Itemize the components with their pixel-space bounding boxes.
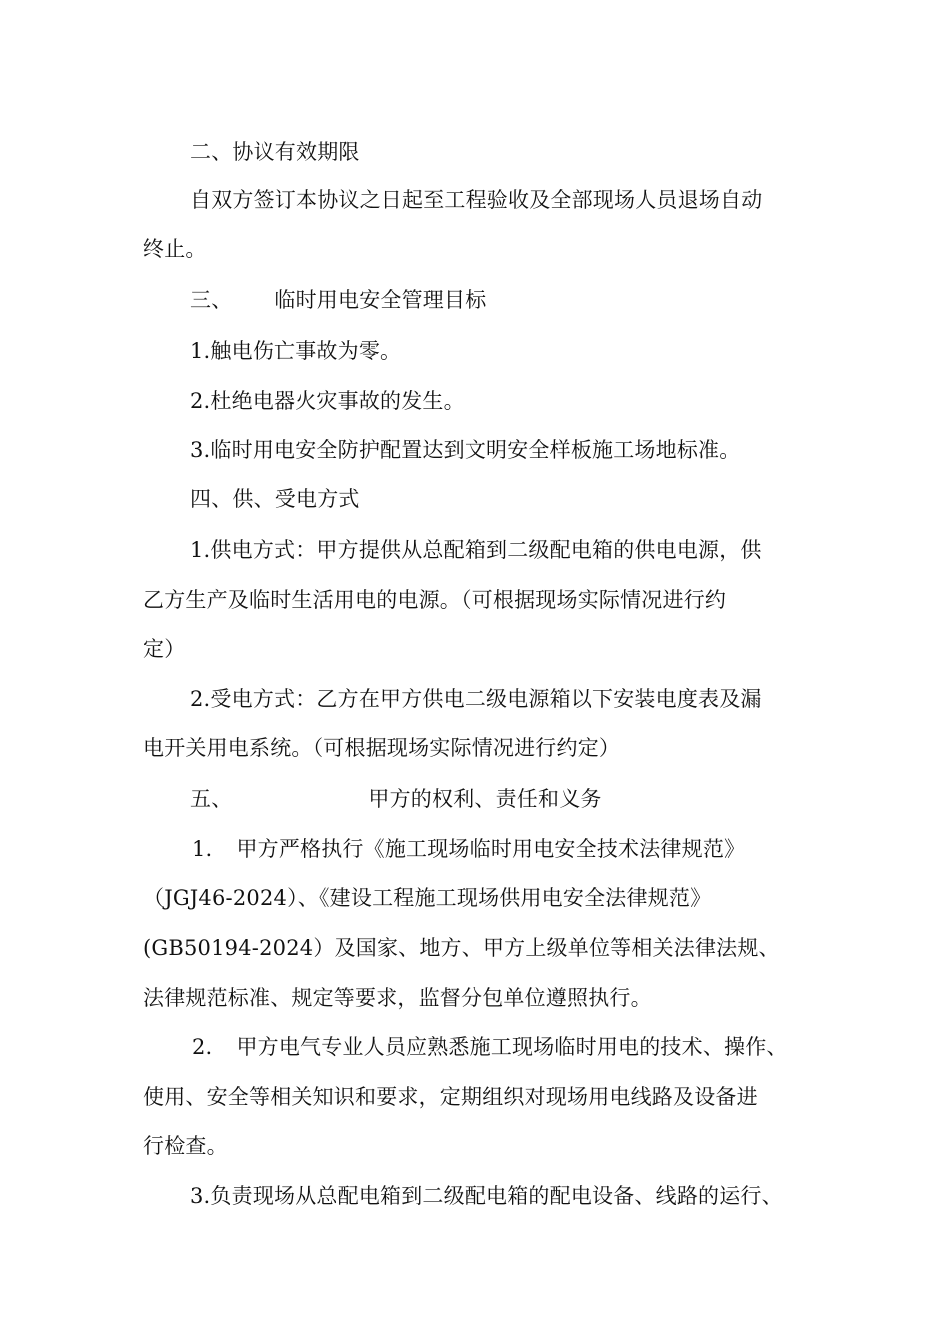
section-5-item-1-line-4: 法律规范标准、规定等要求，监督分包单位遵照执行。 bbox=[143, 986, 652, 1010]
section-4-item-1-line-1: 1.供电方式：甲方提供从总配箱到二级配电箱的供电电源，供 bbox=[190, 538, 762, 562]
section-4-heading: 四、供、受电方式 bbox=[190, 487, 360, 511]
section-5-item-3-line-1: 3.负责现场从总配电箱到二级配电箱的配电设备、线路的运行、 bbox=[190, 1184, 783, 1208]
section-5-heading bbox=[190, 784, 602, 814]
section-3-heading-number: 三、 bbox=[190, 288, 233, 312]
section-2-paragraph-line-2: 终止。 bbox=[143, 237, 207, 261]
section-5-item-1-text: 甲方严格执行《施工现场临时用电安全技术法律规范》 bbox=[236, 837, 746, 861]
section-5-item-2-line-3: 行检查。 bbox=[143, 1134, 228, 1158]
section-4-item-2-line-2: 电开关用电系统。（可根据现场实际情况进行约定） bbox=[143, 736, 621, 760]
section-3-item-2: 2.杜绝电器火灾事故的发生。 bbox=[190, 389, 465, 413]
section-5-item-2-text: 甲方电气专业人员应熟悉施工现场临时用电的技术、操作、 bbox=[236, 1035, 788, 1059]
section-5-item-1-line-1 bbox=[192, 834, 745, 864]
section-3-item-3: 3.临时用电安全防护配置达到文明安全样板施工场地标准。 bbox=[190, 438, 741, 462]
section-5-heading-number: 五、 bbox=[190, 787, 233, 811]
section-5-item-2-line-1 bbox=[192, 1032, 788, 1062]
section-4-item-1-line-3: 定） bbox=[143, 637, 186, 661]
section-5-item-1-line-2: （JGJ46-2024）、《建设工程施工现场供用电安全法律规范》 bbox=[143, 886, 712, 910]
section-4-item-2-line-1: 2.受电方式：乙方在甲方供电二级电源箱以下安装电度表及漏 bbox=[190, 687, 762, 711]
section-3-item-1: 1.触电伤亡事故为零。 bbox=[190, 339, 402, 363]
section-2-paragraph-line-1: 自双方签订本协议之日起至工程验收及全部现场人员退场自动 bbox=[190, 188, 763, 212]
section-5-item-1-line-3: (GB50194-2024）及国家、地方、甲方上级单位等相关法律法规、 bbox=[143, 936, 780, 960]
section-4-item-1-line-2: 乙方生产及临时生活用电的电源。（可根据现场实际情况进行约 bbox=[143, 588, 727, 612]
section-3-heading bbox=[190, 285, 486, 315]
section-5-heading-text: 甲方的权利、责任和义务 bbox=[368, 787, 602, 811]
section-5-item-2-line-2: 使用、安全等相关知识和要求，定期组织对现场用电线路及设备进 bbox=[143, 1085, 758, 1109]
section-5-item-2-number: 2. bbox=[192, 1035, 213, 1059]
section-2-heading: 二、协议有效期限 bbox=[190, 140, 360, 164]
section-3-heading-text: 临时用电安全管理目标 bbox=[274, 288, 487, 312]
section-5-item-1-number: 1. bbox=[192, 837, 213, 861]
